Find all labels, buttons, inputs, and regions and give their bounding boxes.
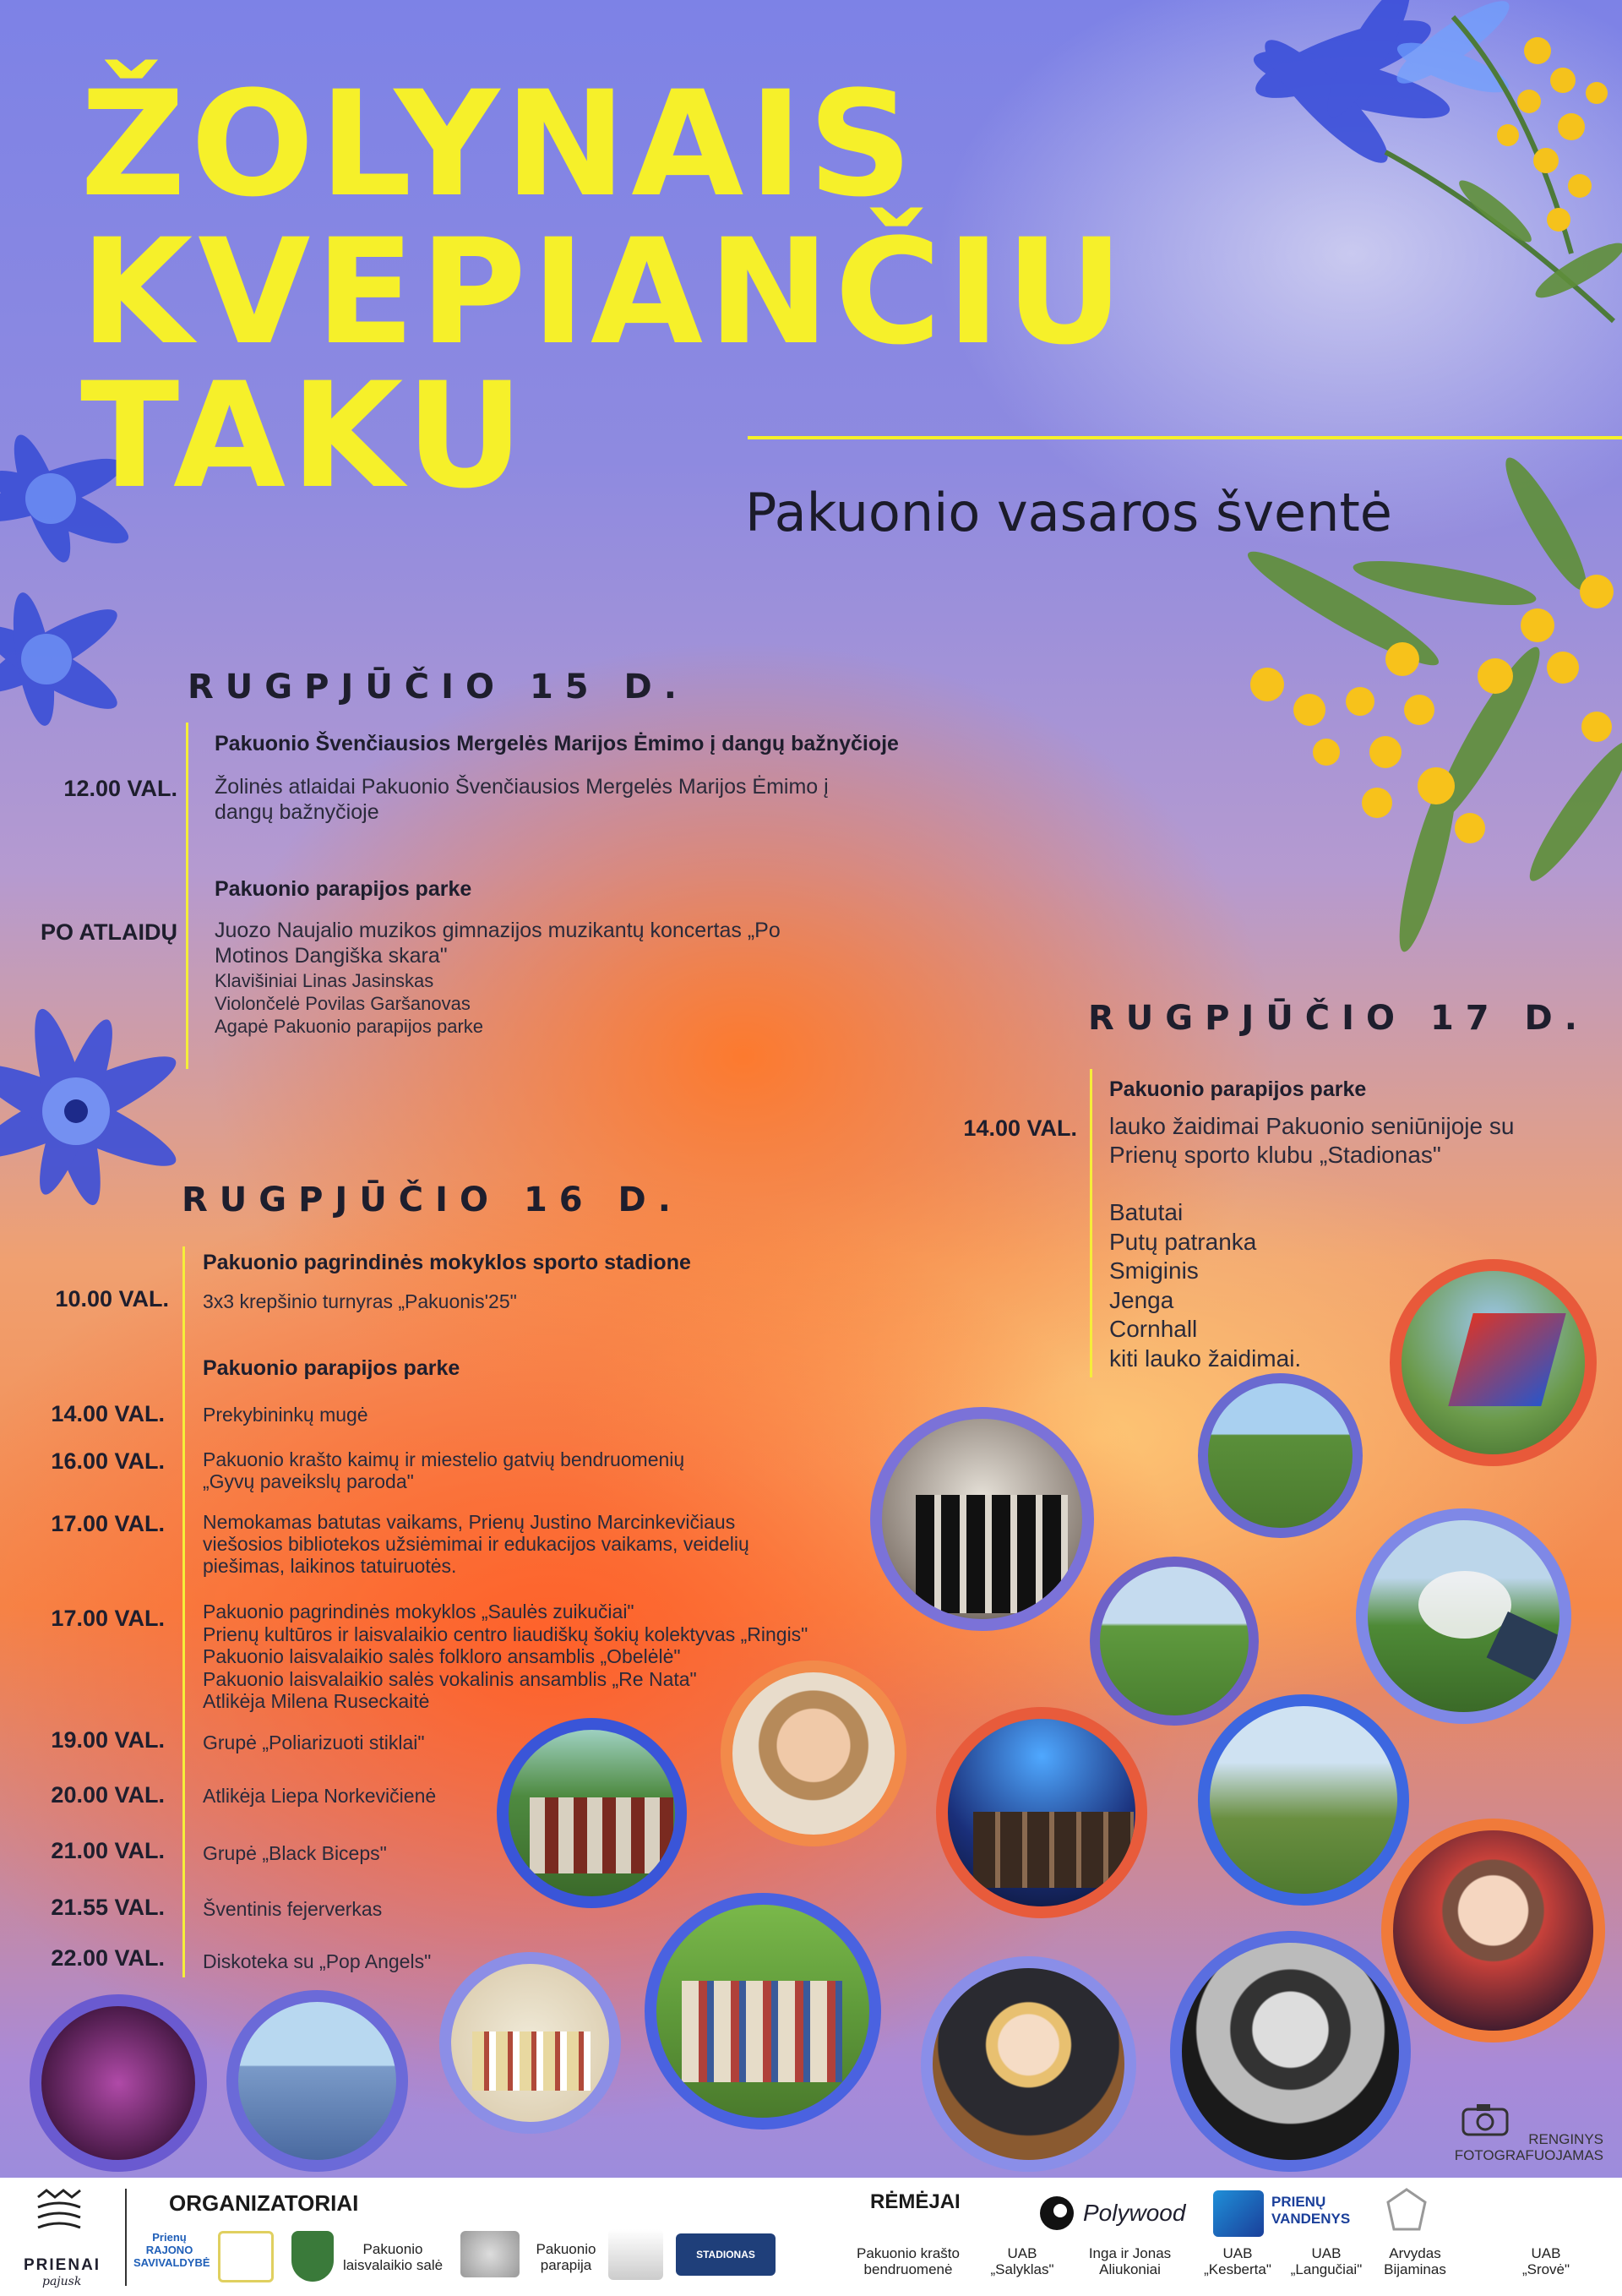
day16-event-time: 14.00 VAL. xyxy=(51,1401,165,1426)
day16-desc-1: 3x3 krepšinio turnyras „Pakuonis'25" xyxy=(203,1290,517,1312)
day16-event-desc: Grupė „Poliarizuoti stiklai" xyxy=(203,1732,425,1753)
photo-folklore-ensemble xyxy=(645,1893,881,2130)
day16-event-time: 17.00 VAL. xyxy=(51,1606,165,1631)
prienai-logo-text: PRIENAI xyxy=(24,2256,101,2274)
day15-time-2: PO ATLAIDŲ xyxy=(41,919,177,945)
day17-activities-list: Batutai Putų patranka Smiginis Jenga Cornhall kiti lauko žaidimai. xyxy=(1109,1199,1302,1372)
prienai-logo-subtext: pajusk xyxy=(42,2275,82,2288)
photo-children-group xyxy=(439,1952,621,2134)
day16-event-desc: Pakuonio krašto kaimų ir miestelio gatvių bendruomenių „Gyvų paveikslų paroda" xyxy=(203,1448,685,1492)
camera-notice: RENGINYS FOTOGRAFUOJAMAS xyxy=(1454,2131,1603,2163)
day15-time-1: 12.00 VAL. xyxy=(63,776,177,801)
photo-cornhole xyxy=(1090,1557,1259,1726)
organizer-pakuonio-parapija: Pakuonio parapija xyxy=(536,2241,596,2273)
day16-event-desc: Nemokamas batutas vaikams, Prienų Justino Marcinkevičiaus viešosios bibliotekos užsiėmimai ir edukacijos vaikams, veidelių piešimas, laikinos tatuiruotės. xyxy=(203,1511,749,1577)
sponsor-name: Pakuonio krašto bendruomenė xyxy=(857,2245,960,2277)
sponsor-name: UAB „Langučiai" xyxy=(1290,2245,1363,2277)
photo-singer-portrait xyxy=(721,1661,906,1846)
cornflower-top-right-icon xyxy=(1174,0,1622,355)
day16-header: RUGPJŪČIO 16 D. xyxy=(182,1181,683,1219)
day15-location-1: Pakuonio Švenčiausios Mergelės Marijos Ėmimo į dangų bažnyčioje xyxy=(215,732,899,755)
photo-park-tent xyxy=(1198,1694,1409,1906)
photo-inflatable-slide xyxy=(1390,1259,1597,1466)
day16-event-time: 22.00 VAL. xyxy=(51,1945,165,1971)
day16-event-desc: Pakuonio pagrindinės mokyklos „Saulės zuikučiai" Prienų kultūros ir laisvalaikio centro liaudiškų šokių kolektyvas „Ringis" Pakuonio laisvalaikio salės folkloro ansamblis „Obelėlė" Pakuonio laisvalaikio salės vokalinis ansamblis „Re Nata" Atlikėja Milena Ruseckaitė xyxy=(203,1601,808,1712)
sponsor-name: Inga ir Jonas Aliukoniai xyxy=(1088,2245,1172,2277)
photo-pop-angels xyxy=(30,1994,207,2172)
stadionas-logo: STADIONAS xyxy=(676,2233,776,2276)
day16-location-2: Pakuonio parapijos parke xyxy=(203,1356,460,1380)
day15-location-2: Pakuonio parapijos parke xyxy=(215,877,472,901)
day17-header: RUGPJŪČIO 17 D. xyxy=(1088,999,1589,1038)
title-line-2: KVEPIANČIU xyxy=(80,207,1129,377)
day16-event-desc: Atlikėja Liepa Norkevičienė xyxy=(203,1785,437,1807)
polywood-logo-icon xyxy=(1037,2194,1076,2233)
day17-location-1: Pakuonio parapijos parke xyxy=(1109,1077,1367,1101)
prienu-vandenys-logo-text: PRIENŲ VANDENYS xyxy=(1271,2194,1351,2227)
day17-desc-1: lauko žaidimai Pakuonio seniūnijoje su Prienų sporto klubu „Stadionas" xyxy=(1109,1113,1515,1168)
organizer-logo-round xyxy=(218,2231,274,2282)
day16-event-desc: Prekybininkų mugė xyxy=(203,1404,368,1426)
sponsors-label: RĖMĖJAI xyxy=(870,2190,961,2213)
day15-timeline xyxy=(186,723,188,1069)
day16-event-desc: Diskoteka su „Pop Angels" xyxy=(203,1950,432,1972)
day16-event-time: 19.00 VAL. xyxy=(51,1727,165,1753)
title-underline xyxy=(748,436,1622,439)
day15-desc-1: Žolinės atlaidai Pakuonio Švenčiausios Mergelės Marijos Ėmimo į dangų bažnyčioje xyxy=(215,775,829,824)
day17-timeline xyxy=(1090,1069,1092,1377)
photo-brass-band xyxy=(870,1407,1094,1631)
day16-location-1: Pakuonio pagrindinės mokyklos sporto stadione xyxy=(203,1251,691,1274)
sponsor-name: UAB „Srovė" xyxy=(1521,2245,1570,2277)
organizer-pakuonio-laisvalaikio-sale: Pakuonio laisvalaikio salė xyxy=(342,2241,444,2273)
day16-event-time: 16.00 VAL. xyxy=(51,1448,165,1474)
photo-dancers-water xyxy=(226,1990,408,2172)
polywood-logo-text: Polywood xyxy=(1083,2200,1186,2226)
footer-separator xyxy=(125,2189,127,2286)
church-logo xyxy=(460,2231,520,2277)
day16-event-desc: Šventinis fejerverkas xyxy=(203,1898,383,1920)
subtitle: Pakuonio vasaros šventė xyxy=(745,482,1392,543)
prienu-rajono-savivaldybe-logo: Prienų RAJONO SAVIVALDYBĖ xyxy=(133,2231,210,2269)
photo-pianist-bw xyxy=(1170,1931,1411,2172)
day17-time-1: 14.00 VAL. xyxy=(963,1115,1077,1141)
photo-park-games xyxy=(1198,1373,1363,1538)
sponsor-name: UAB „Salyklas" xyxy=(990,2245,1054,2277)
photo-cellist xyxy=(921,1956,1136,2172)
cornflower-left-middle-icon xyxy=(0,946,203,1268)
day15-desc-2: Juozo Naujalio muzikos gimnazijos muzikantų koncertas „Po Motinos Dangiška skara" xyxy=(215,919,781,968)
school-logo xyxy=(608,2229,663,2280)
day16-event-time: 21.55 VAL. xyxy=(51,1895,165,1920)
title-line-1: ŽOLYNAIS xyxy=(80,59,918,229)
sponsor-name: Arvydas Bijaminas xyxy=(1384,2245,1446,2277)
prienai-logo-icon xyxy=(34,2189,84,2231)
photo-folk-dancers xyxy=(497,1718,687,1908)
coat-of-arms-logo xyxy=(291,2231,334,2282)
title-line-3: TAKU xyxy=(80,351,530,521)
day16-event-time: 21.00 VAL. xyxy=(51,1838,165,1863)
photo-black-biceps-band xyxy=(936,1707,1147,1918)
prienu-vandenys-logo-icon xyxy=(1213,2190,1264,2237)
day15-header: RUGPJŪČIO 15 D. xyxy=(188,668,689,706)
organizers-label: ORGANIZATORIAI xyxy=(169,2190,359,2216)
day16-event-time: 20.00 VAL. xyxy=(51,1782,165,1808)
day16-time-1: 10.00 VAL. xyxy=(55,1286,169,1312)
photo-foam-cannon xyxy=(1356,1508,1571,1724)
sponsor-logo-icon xyxy=(1385,2187,1428,2233)
photo-singer-stage xyxy=(1381,1819,1605,2042)
day16-timeline xyxy=(182,1246,185,1977)
sponsor-name: UAB „Kesberta" xyxy=(1204,2245,1271,2277)
day15-desc-2b: Klavišiniai Linas Jasinskas Violončelė Povilas Garšanovas Agapė Pakuonio parapijos parke xyxy=(215,970,484,1037)
day16-event-desc: Grupė „Black Biceps" xyxy=(203,1842,387,1864)
day16-event-time: 17.00 VAL. xyxy=(51,1511,165,1536)
